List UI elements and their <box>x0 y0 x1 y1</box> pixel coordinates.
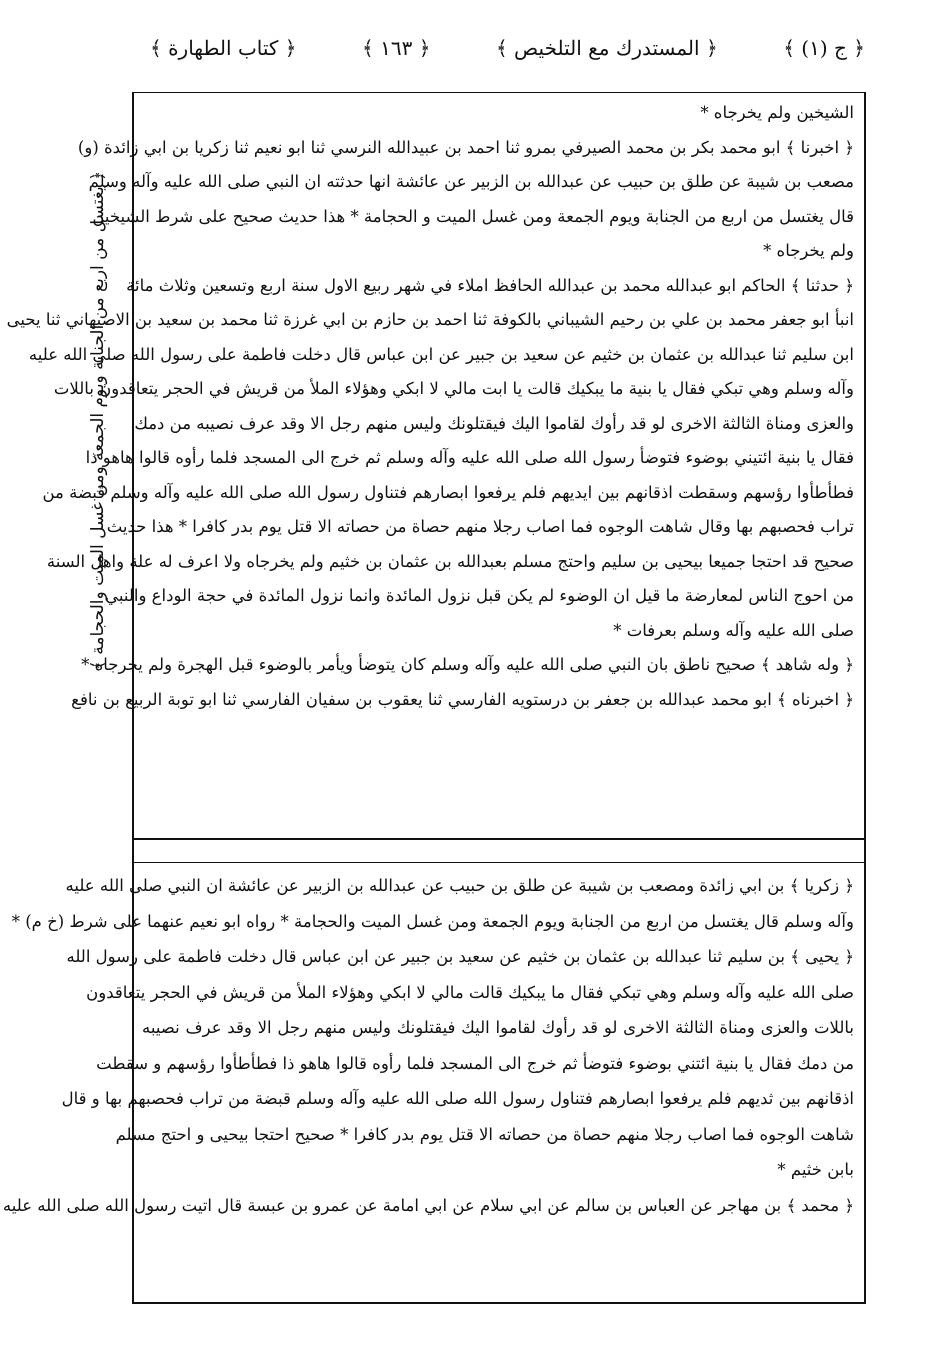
running-header <box>150 28 865 68</box>
main-line: قال يغتسل من اربع من الجنابة ويوم الجمعة ومن غسل الميت و الحجامة * هذا حديث صحيح على شرط الشيخين <box>92 206 854 226</box>
footnote-line: ﴿ يحيى ﴾ بن سليم ثنا عبدالله بن عثمان بن خثيم عن سعيد بن جبير عن ابن عباس قال دخلت فاطمة على رسول الله <box>66 947 854 966</box>
main-line: ﴿ اخبرناه ﴾ ابو محمد عبدالله بن جعفر بن درستويه الفارسي ثنا يعقوب بن سفيان الفارسي ثنا ابو توبة الربيع بن نافع <box>71 689 854 709</box>
footnote-line: باللات والعزى ومناة الثالثة الاخرى لو قد رأوك لقاموا اليك فيقتلونك وليس منهم رجل الا وقد عرف نصيبه <box>142 1018 854 1037</box>
main-line: ﴿ اخبرنا ﴾ ابو محمد بكر بن محمد الصيرفي بمرو ثنا احمد بن عبيدالله النرسي ثنا ابو نعيم ثنا زكريا بن ابي زائدة (و) <box>77 137 854 157</box>
footnote-line: بابن خثيم * <box>777 1160 854 1179</box>
main-line: انبأ ابو جعفر محمد بن علي بن رحيم الشيباني بالكوفة ثنا احمد بن حازم بن ابي غرزة ثنا محمد بن سعيد بن الاصبهاني ثنا يحيى <box>6 310 854 329</box>
main-line: ﴿ حدثنا ﴾ الحاكم ابو عبدالله محمد بن عبدالله الحافظ املاء في شهر ربيع الاول سنة اربع وتسعين وثلاث مائة <box>126 275 854 295</box>
footnote-line: اذقانهم بين ثديهم فلم يرفعوا ابصارهم فتناول رسول الله صلى الله عليه وآله وسلم قبضة من تراب فحصبهم بها و قال <box>61 1089 854 1108</box>
footnote-line: شاهت الوجوه فما اصاب رجلا منهم حصاة من حصاته الا قتل يوم بدر كافرا * صحيح احتجا بيحيى و احتج مسلم <box>115 1124 854 1144</box>
footnote-text <box>2 868 854 1223</box>
main-line: ابن سليم ثنا عبدالله بن عثمان بن خثيم عن سعيد بن جبير عن ابن عباس قال دخلت فاطمة على رسول الله صلى الله عليه <box>28 344 854 364</box>
main-line: ﴿ وله شاهد ﴾ صحيح ناطق بان النبي صلى الله عليه وآله وسلم كان يتوضأ ويأمر بالوضوء قبل الهجرة ولم يخرجاه * <box>81 655 854 674</box>
main-line: والعزى ومناة الثالثة الاخرى لو قد رأوك لقاموا اليك فيقتلونك وليس منهم رجل الا وقد عرف نصيبه من دمك <box>134 413 854 433</box>
header-chapter: ﴿ كتاب الطهارة ﴾ <box>150 36 297 60</box>
main-line: وآله وسلم وهي تبكي فقال يا بنية ما يبكيك قالت يا ابت مالي لا ابكي وهؤلاء الملأ من قريش في الحجر يتعاقدون باللات <box>53 379 854 398</box>
footnote-line: وآله وسلم قال يغتسل من اربع من الجنابة ويوم الجمعة ومن غسل الميت والحجامة * رواه ابو نعيم عنهما على شرط (خ م) * <box>11 911 854 931</box>
footnote-line: من دمك فقال يا بنية ائتني بوضوء فتوضأ ثم خرج الى المسجد فلما رأوه قالوا هاهو ذا فطأطأوا رؤسهم و سقطت <box>96 1053 854 1073</box>
main-line: ولم يخرجاه * <box>763 241 854 260</box>
section-divider <box>132 838 864 840</box>
main-line: الشيخين ولم يخرجاه * <box>700 103 854 122</box>
header-page-number: ﴿ ١٦٣ ﴾ <box>362 36 431 60</box>
main-line: صلى الله عليه وآله وسلم بعرفات * <box>613 620 854 640</box>
main-line: فطأطأوا رؤسهم وسقطت اذقانهم بين ايديهم فلم يرفعوا ابصارهم فتناول رسول الله صلى الله عليه وآله وسلم قبضة من <box>42 482 854 502</box>
margin-note-text: ﴿ يغتسل من اربع من الجنابة ويوم الجمعة ومن غسل الميت والحجامة ﴾ <box>88 170 109 670</box>
footnote-line: ﴿ زكريا ﴾ بن ابي زائدة ومصعب بن شيبة عن طلق بن حبيب عن عبدالله بن الزبير عن عائشة ان النبي صلى الله عليه <box>65 876 854 895</box>
header-volume: ﴿ ج (١) ﴾ <box>783 36 865 60</box>
frame-bottom-rule <box>132 1302 864 1304</box>
frame-top-rule <box>132 92 864 93</box>
main-text <box>6 96 854 717</box>
main-line: فقال يا بنية ائتيني بوضوء فتوضأ رسول الله صلى الله عليه وآله وسلم ثم خرج الى المسجد فلما رأوه قالوا هاهو ذا <box>85 448 854 467</box>
footnote-line: صلى الله عليه وآله وسلم وهي تبكي فقال ما يبكيك قالت مالي لا ابكي وهؤلاء الملأ من قريش في الحجر يتعاقدون <box>86 982 854 1002</box>
main-line: تراب فحصبهم بها وقال شاهت الوجوه فما اصاب رجلا منهم حصاة من حصاته الا قتل يوم بدر كافرا * هذا حديث <box>106 517 854 536</box>
section-divider-secondary <box>132 862 864 863</box>
main-line: مصعب بن شيبة عن طلق بن حبيب عن عبدالله بن الزبير عن عائشة انها حدثته ان النبي صلى الله عليه وآله وسلم <box>88 172 854 191</box>
footnote-line: ﴿ محمد ﴾ بن مهاجر عن العباس بن سالم عن ابي سلام عن ابي امامة عن عمرو بن عبسة قال اتيت رسول الله صلى الله عليه <box>2 1195 854 1215</box>
header-book-title: ﴿ المستدرك مع التلخيص ﴾ <box>495 36 718 60</box>
main-line: صحيح قد احتجا جميعا بيحيى بن سليم واحتج مسلم بعبدالله بن عثمان بن خثيم ولم يخرجاه ولا اعرف له علة واهل السنة <box>46 551 854 571</box>
main-line: من احوج الناس لمعارضة ما قيل ان الوضوء لم يكن قبل نزول المائدة وانما نزول المائدة في حجة الوداع والنبي <box>105 586 854 605</box>
